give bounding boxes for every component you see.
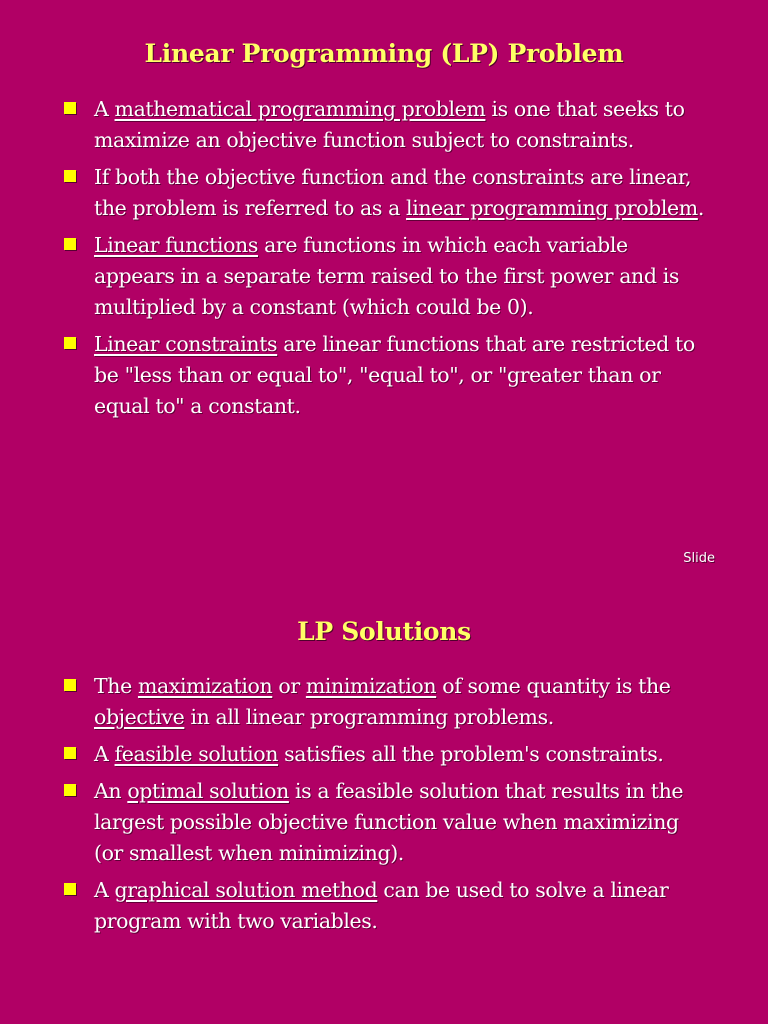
bullet-item: [0, 671, 768, 733]
bullet-text: can be used to solve a linear program with two variables.: [94, 878, 669, 933]
bullet-text: A: [94, 97, 115, 121]
bullet-text: A: [94, 878, 115, 902]
bullet-item: [0, 162, 768, 224]
bullet-item: [0, 94, 768, 156]
bullet-text: is a feasible solution that results in the largest possible objective function value when maximizing (or smallest when minimizing).: [94, 779, 684, 865]
square-bullet-icon: [64, 679, 76, 691]
bullet-text: is one that seeks to maximize an objective function subject to constraints.: [94, 97, 685, 152]
bullet-text: satisfies all the problem's constraints.: [278, 742, 664, 766]
bullet-text: in all linear programming problems.: [184, 705, 554, 729]
underlined-term: maximization: [137, 674, 273, 698]
square-bullet-icon: [64, 238, 76, 250]
bullet-text: or: [272, 674, 306, 698]
underlined-term: Linear constraints: [94, 332, 278, 356]
underlined-term: objective: [94, 705, 185, 729]
bullet-text: A: [94, 742, 115, 766]
underlined-term: linear programming problem: [406, 196, 698, 220]
underlined-term: Linear functions: [94, 233, 258, 257]
bullet-item: [0, 875, 768, 937]
square-bullet-icon: [64, 747, 76, 759]
underlined-term: optimal solution: [127, 779, 289, 803]
bullet-text: The: [94, 674, 138, 698]
square-bullet-icon: [64, 883, 76, 895]
bullet-text: .: [697, 196, 704, 220]
underlined-term: mathematical programming problem: [114, 97, 486, 121]
bullet-text: of some quantity is the: [436, 674, 671, 698]
bullet-item: [0, 739, 768, 770]
bullet-item: [0, 230, 768, 323]
bullet-text: are functions in which each variable appears in a separate term raised to the first power and is multiplied by a constant (which could be 0).: [94, 233, 679, 319]
bullet-text: If both the objective function and the constraints are linear, the problem is referred to as a: [94, 165, 692, 220]
slide-title: LP Solutions: [297, 616, 471, 646]
underlined-term: feasible solution: [114, 742, 279, 766]
slide-footer-label: Slide: [683, 551, 715, 566]
bullet-item: [0, 329, 768, 422]
underlined-term: graphical solution method: [114, 878, 378, 902]
underlined-term: minimization: [305, 674, 437, 698]
bullet-text: An: [94, 779, 128, 803]
bullet-text: are linear functions that are restricted to be "less than or equal to", "equal to", or "greater than or equal to" a constant.: [94, 332, 695, 418]
slide-title: Linear Programming (LP) Problem: [144, 38, 624, 68]
bullet-list: [0, 94, 768, 428]
slide-lp-solutions: [0, 580, 768, 1024]
square-bullet-icon: [64, 784, 76, 796]
bullet-list: [0, 671, 768, 943]
square-bullet-icon: [64, 102, 76, 114]
square-bullet-icon: [64, 337, 76, 349]
square-bullet-icon: [64, 170, 76, 182]
bullet-item: [0, 776, 768, 869]
